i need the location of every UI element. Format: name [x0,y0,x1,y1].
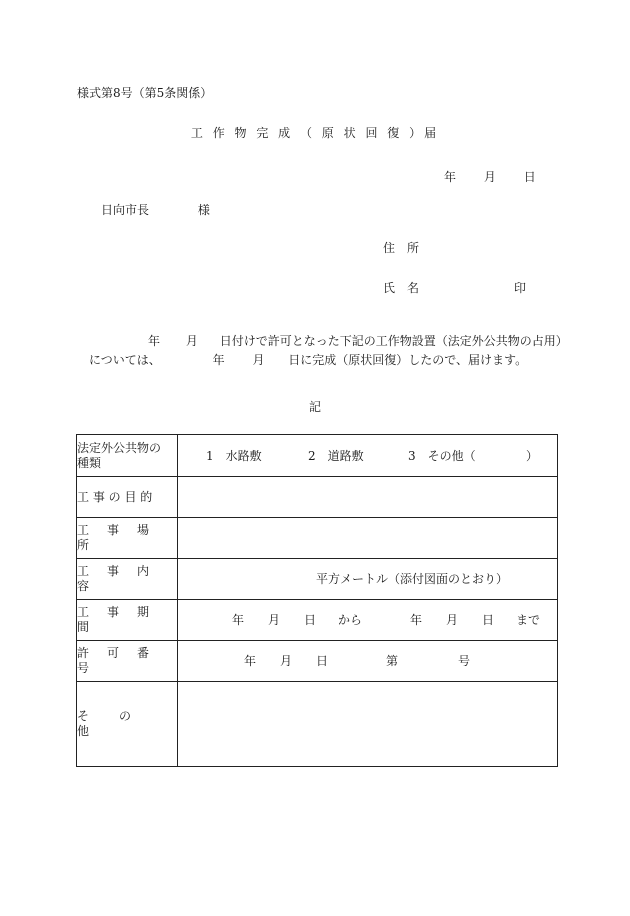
row-label-permit: 許可番号 [77,641,178,682]
period-to-suffix: まで [516,613,541,627]
table-row [77,477,558,518]
statement-text-2: 日に完成（原状回復）したので、届けます。 [288,353,528,367]
permit-field[interactable] [178,641,558,682]
name-label: 氏 名 [383,281,420,295]
row-label-other: その他 [77,682,178,767]
statement-line-2 [89,353,527,367]
row-label-purpose: 工 事 の 目 的 [77,477,178,518]
option-other-close: ） [526,449,539,463]
period-to-day: 日 [482,613,495,627]
form-title: 工 作 物 完 成 （ 原 状 回 復 ）届 [190,126,440,140]
permit-day: 日 [316,654,329,668]
row-label-category: 法定外公共物の種類 [77,435,178,477]
option-other[interactable]: 3 その他（ [408,449,476,463]
completion-month: 月 [252,353,265,367]
category-options[interactable] [178,435,558,477]
option-waterway[interactable]: 1 水路敷 [206,449,262,463]
purpose-field[interactable] [178,477,558,518]
period-from-suffix: から [338,613,363,627]
content-field[interactable] [178,559,558,600]
row-label-content: 工事内容 [77,559,178,600]
details-table [76,434,558,767]
statement-prefix: については、 [89,353,161,367]
addressee-honorific: 様 [197,203,210,217]
address-label: 住 所 [383,241,420,255]
other-field[interactable] [178,682,558,767]
option-roadway[interactable]: 2 道路敷 [308,449,364,463]
row-label-period: 工事期間 [77,600,178,641]
date-month: 月 [483,170,496,184]
permit-month: 月 [280,654,293,668]
date-day: 日 [523,170,536,184]
seal-mark: 印 [514,281,527,295]
date-year: 年 [444,170,457,184]
submission-date [444,170,536,184]
table-row [77,682,558,767]
table-row [77,435,558,477]
ki-heading: 記 [308,400,321,414]
period-to-month: 月 [446,613,459,627]
period-to-year: 年 [410,613,423,627]
permit-number-prefix: 第 [386,654,399,668]
period-from-day: 日 [304,613,317,627]
table-row [77,641,558,682]
content-area-unit: 平方メートル（添付図面のとおり） [316,572,509,586]
permit-number-suffix: 号 [458,654,471,668]
period-from-year: 年 [232,613,245,627]
completion-year: 年 [212,353,225,367]
statement-text-1: 日付けで許可となった下記の工作物設置（法定外公共物の占用） [219,334,568,348]
table-row [77,518,558,559]
period-field[interactable] [178,600,558,641]
row-label-location: 工事場所 [77,518,178,559]
addressee-name: 日向市長 [101,203,150,217]
table-row [77,559,558,600]
statement-year: 年 [148,334,161,348]
addressee [101,203,210,217]
table-row [77,600,558,641]
location-field[interactable] [178,518,558,559]
statement-month: 月 [185,334,198,348]
permit-year: 年 [244,654,257,668]
period-from-month: 月 [268,613,281,627]
statement-line-1 [148,334,568,348]
form-number: 様式第8号（第5条関係） [77,86,213,100]
